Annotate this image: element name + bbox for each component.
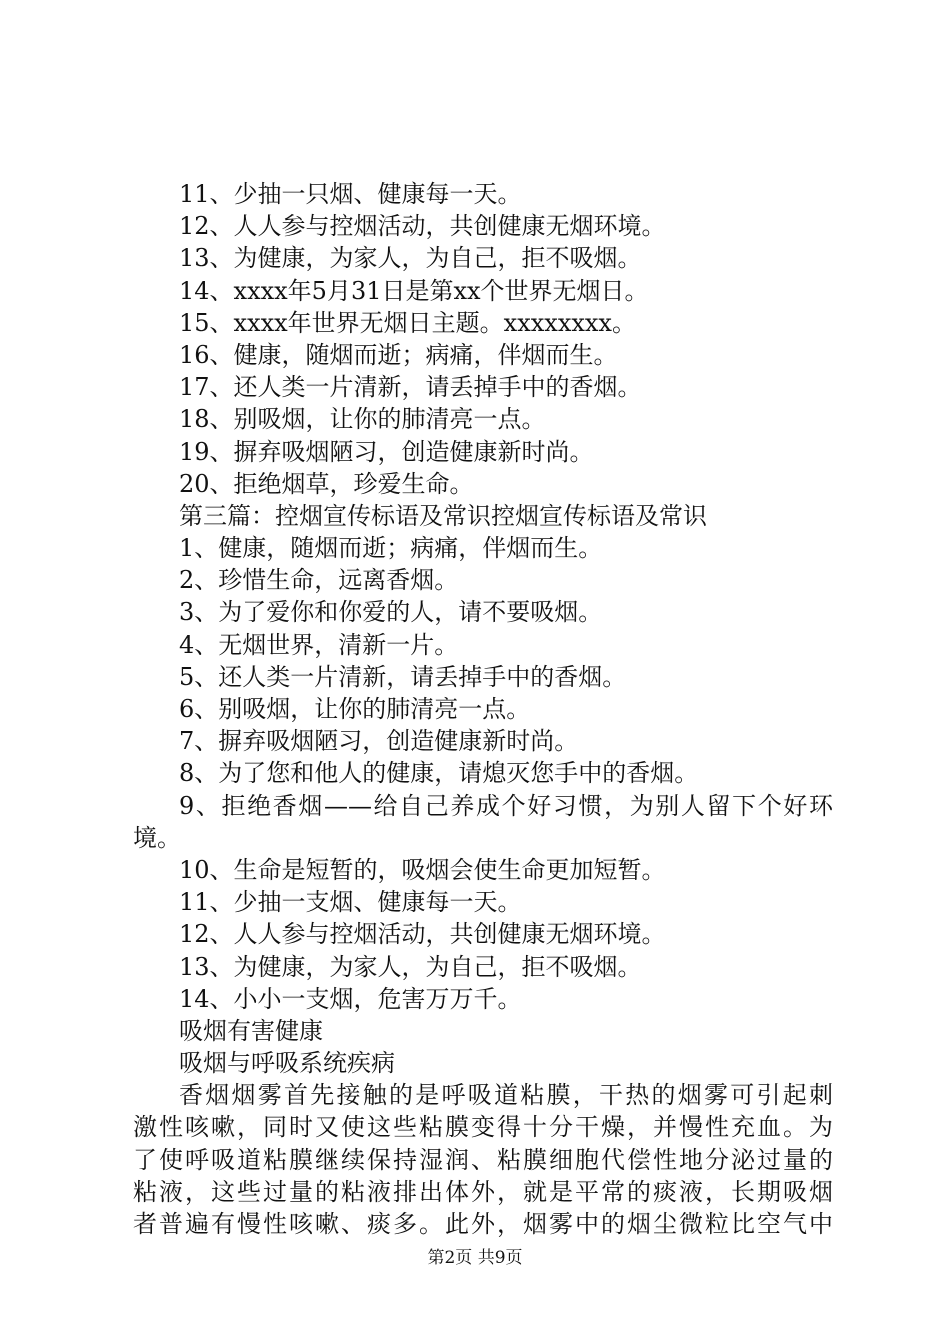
text-line: 激性咳嗽，同时又使这些粘膜变得十分干燥，并慢性充血。为 <box>133 1113 833 1142</box>
text-line: 13、为健康，为家人，为自己，拒不吸烟。 <box>179 952 642 981</box>
text-line: 11、少抽一只烟、健康每一天。 <box>179 180 522 208</box>
text-line: 6、别吸烟，让你的肺清亮一点。 <box>179 695 531 723</box>
text-line: 18、别吸烟，让你的肺清亮一点。 <box>179 405 546 434</box>
text-line: 7、摒弃吸烟陋习，创造健康新时尚。 <box>179 727 579 756</box>
text-line: 15、xxxx年世界无烟日主题。xxxxxxxx。 <box>179 308 636 337</box>
text-line: 4、无烟世界，清新一片。 <box>179 630 459 659</box>
section-heading: 第三篇：控烟宣传标语及常识控烟宣传标语及常识 <box>179 501 707 530</box>
text-line: 2、珍惜生命，远离香烟。 <box>179 566 459 595</box>
document-body <box>133 178 833 1240</box>
text-line: 1、健康，随烟而逝；病痛，伴烟而生。 <box>179 534 603 563</box>
text-line: 者普遍有慢性咳嗽、痰多。此外，烟雾中的烟尘微粒比空气中 <box>133 1210 833 1238</box>
text-line: 14、xxxx年5月31日是第xx个世界无烟日。 <box>179 276 649 305</box>
text-line: 14、小小一支烟，危害万万千。 <box>179 984 522 1013</box>
text-line: 香烟烟雾首先接触的是呼吸道粘膜，干热的烟雾可引起刺 <box>179 1081 833 1110</box>
text-line: 12、人人参与控烟活动，共创健康无烟环境。 <box>179 212 666 241</box>
text-line: 9、拒绝香烟——给自己养成个好习惯，为别人留下个好环 <box>179 791 833 820</box>
text-line: 10、生命是短暂的，吸烟会使生命更加短暂。 <box>179 855 666 884</box>
text-line: 19、摒弃吸烟陋习，创造健康新时尚。 <box>179 437 594 466</box>
text-line: 13、为健康，为家人，为自己，拒不吸烟。 <box>179 244 642 273</box>
section-heading: 吸烟有害健康 <box>179 1016 323 1045</box>
text-line: 20、拒绝烟草，珍爱生命。 <box>179 469 474 498</box>
text-line: 11、少抽一支烟、健康每一天。 <box>179 888 522 917</box>
text-line: 境。 <box>133 823 181 852</box>
text-line: 了使呼吸道粘膜继续保持湿润、粘膜细胞代偿性地分泌过量的 <box>133 1145 833 1174</box>
section-heading: 吸烟与呼吸系统疾病 <box>179 1049 395 1078</box>
text-line: 12、人人参与控烟活动，共创健康无烟环境。 <box>179 920 666 949</box>
text-line: 粘液，这些过量的粘液排出体外，就是平常的痰液，长期吸烟 <box>133 1177 833 1206</box>
text-line: 16、健康，随烟而逝；病痛，伴烟而生。 <box>179 340 618 369</box>
text-line: 8、为了您和他人的健康，请熄灭您手中的香烟。 <box>179 759 699 788</box>
text-line: 3、为了爱你和你爱的人，请不要吸烟。 <box>179 598 603 627</box>
body-paragraph <box>133 1079 833 1240</box>
page-number: 第2页 共9页 <box>427 1248 523 1268</box>
text-line: 5、还人类一片清新，请丢掉手中的香烟。 <box>179 662 627 691</box>
item-9-paragraph <box>133 790 833 854</box>
text-line: 17、还人类一片清新，请丢掉手中的香烟。 <box>179 373 642 402</box>
